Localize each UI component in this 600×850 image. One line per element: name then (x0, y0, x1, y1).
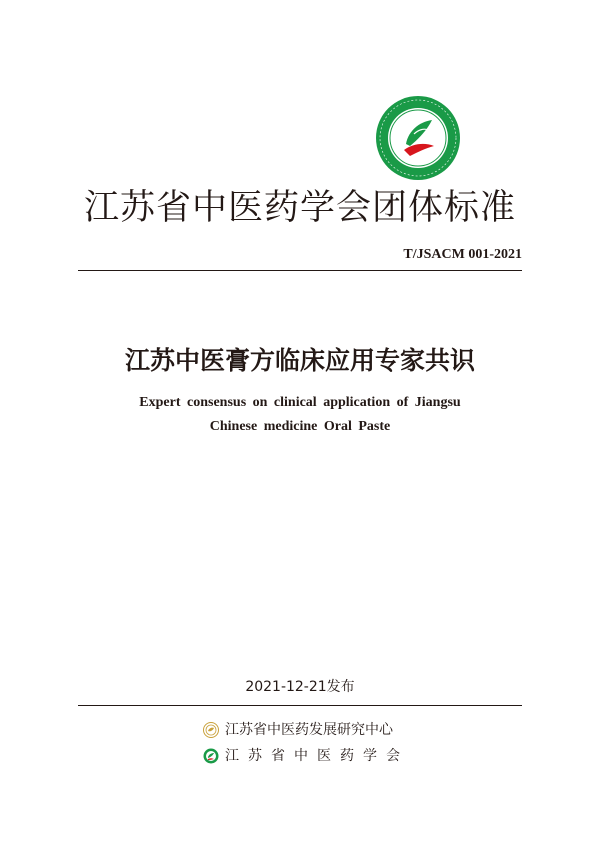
development-center-emblem-icon (203, 722, 219, 738)
top-divider (78, 270, 522, 271)
release-date: 2021-12-21发布 (245, 679, 355, 695)
standard-code: T/JSACM 001-2021 (403, 247, 522, 262)
organization-association (203, 746, 409, 766)
series-title: 江苏省中医药学会团体标准 (83, 188, 516, 228)
association-logo-icon (374, 94, 462, 182)
document-title-en-line1: Expert consensus on clinical application of Jiangsu (139, 395, 461, 410)
document-title-en-line2: Chinese medicine Oral Paste (209, 419, 391, 434)
organization-name: 江苏省中医药发展研究中心 (225, 722, 393, 738)
organization-development-center (203, 720, 393, 740)
organization-name: 江苏省中医药学会 (225, 748, 409, 764)
document-title-cn: 江苏中医膏方临床应用专家共识 (124, 346, 475, 375)
bottom-divider (78, 705, 522, 706)
association-emblem-icon (203, 748, 219, 764)
